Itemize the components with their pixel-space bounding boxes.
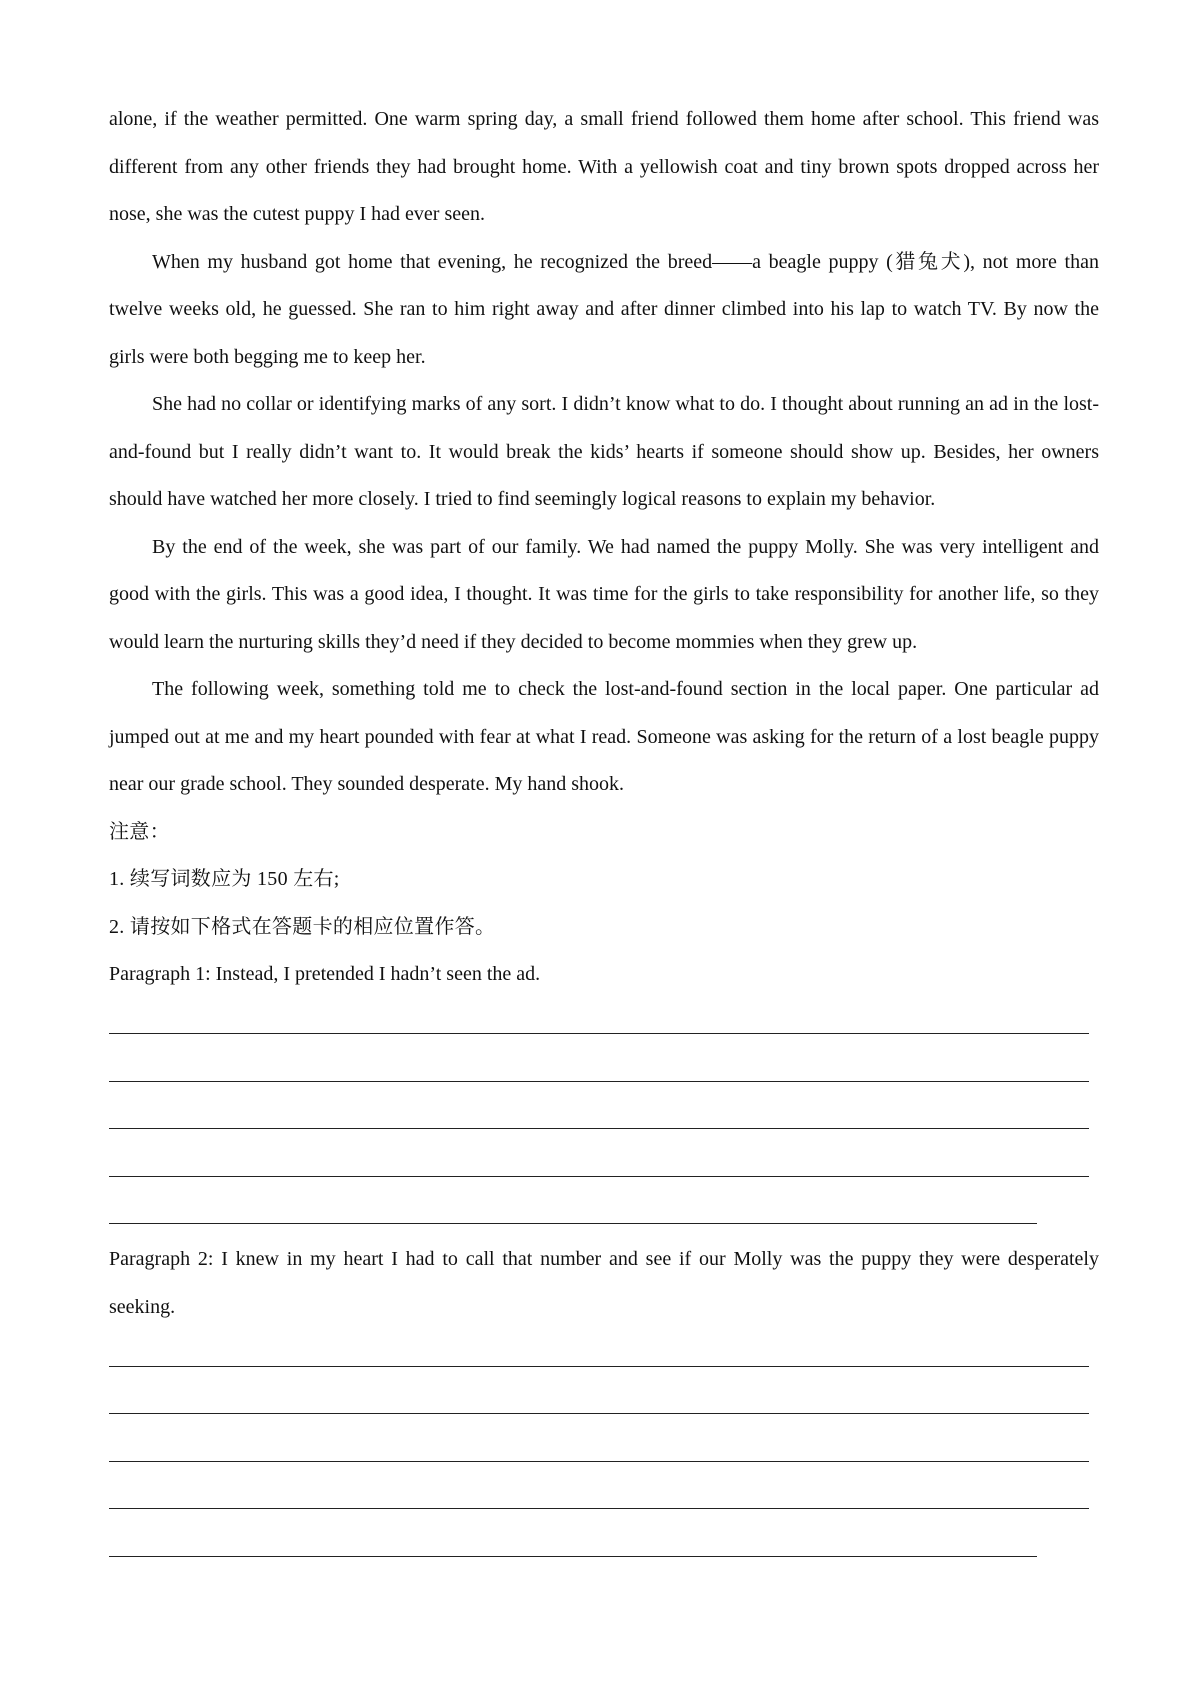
writing-line[interactable] — [109, 1426, 1099, 1474]
writing-line[interactable] — [109, 1379, 1099, 1427]
paragraph-2-prompt: Paragraph 2: I knew in my heart I had to call that number and see if our Molly was the puppy they were desperately seeking. — [109, 1248, 1099, 1318]
writing-line[interactable] — [109, 1094, 1099, 1142]
paragraph-2-writing-lines — [109, 1331, 1099, 1569]
paragraph-1-prompt: Paragraph 1: Instead, I pretended I hadn’t seen the ad. — [109, 963, 541, 985]
answer-section-2 — [109, 1236, 1099, 1569]
answer-section-1 — [109, 951, 1099, 1236]
story-passage — [109, 96, 1099, 809]
writing-line[interactable] — [109, 1521, 1099, 1569]
story-paragraph-2: When my husband got home that evening, he recognized the breed——a beagle puppy (猎兔犬), not more than twelve weeks old, he guessed. She ran to him right away and after dinner climbed into his lap to watch TV. By now the girls were both begging me to keep her. — [109, 250, 1099, 368]
instructions-notes — [109, 809, 1099, 952]
story-paragraph-5: The following week, something told me to check the lost-and-found section in the local paper. One particular ad jumped out at me and my heart pounded with fear at what I read. Someone was asking for the return of a lost beagle puppy near our grade school. They sounded desperate. My hand shook. — [109, 678, 1099, 795]
writing-line[interactable] — [109, 1046, 1099, 1094]
story-paragraph-4: By the end of the week, she was part of our family. We had named the puppy Molly. She was very intelligent and good with the girls. This was a good idea, I thought. It was time for the girls to take responsibility for another life, so they would learn the nurturing skills they’d need if they decided to become mommies when they grew up. — [109, 535, 1099, 653]
writing-line[interactable] — [109, 1331, 1099, 1379]
note-answer-format: 2. 请按如下格式在答题卡的相应位置作答。 — [109, 915, 496, 938]
writing-line[interactable] — [109, 1189, 1099, 1237]
notes-heading: 注意： — [109, 820, 170, 843]
note-word-count: 1. 续写词数应为 150 左右; — [109, 868, 340, 890]
writing-line[interactable] — [109, 999, 1099, 1047]
worksheet-page — [109, 96, 1099, 1569]
story-paragraph-1: alone, if the weather permitted. One warm spring day, a small friend followed them home after school. This friend was different from any other friends they had brought home. With a yellowish coat and tiny brown spots dropped across her nose, she was the cutest puppy I had ever seen. — [109, 108, 1099, 225]
writing-line[interactable] — [109, 1474, 1099, 1522]
paragraph-1-writing-lines — [109, 999, 1099, 1237]
writing-line[interactable] — [109, 1141, 1099, 1189]
story-paragraph-3: She had no collar or identifying marks of any sort. I didn’t know what to do. I thought about running an ad in the lost-and-found but I really didn’t want to. It would break the kids’ hearts if someone should show up. Besides, her owners should have watched her more closely. I tried to find seemingly logical reasons to explain my behavior. — [109, 393, 1099, 510]
